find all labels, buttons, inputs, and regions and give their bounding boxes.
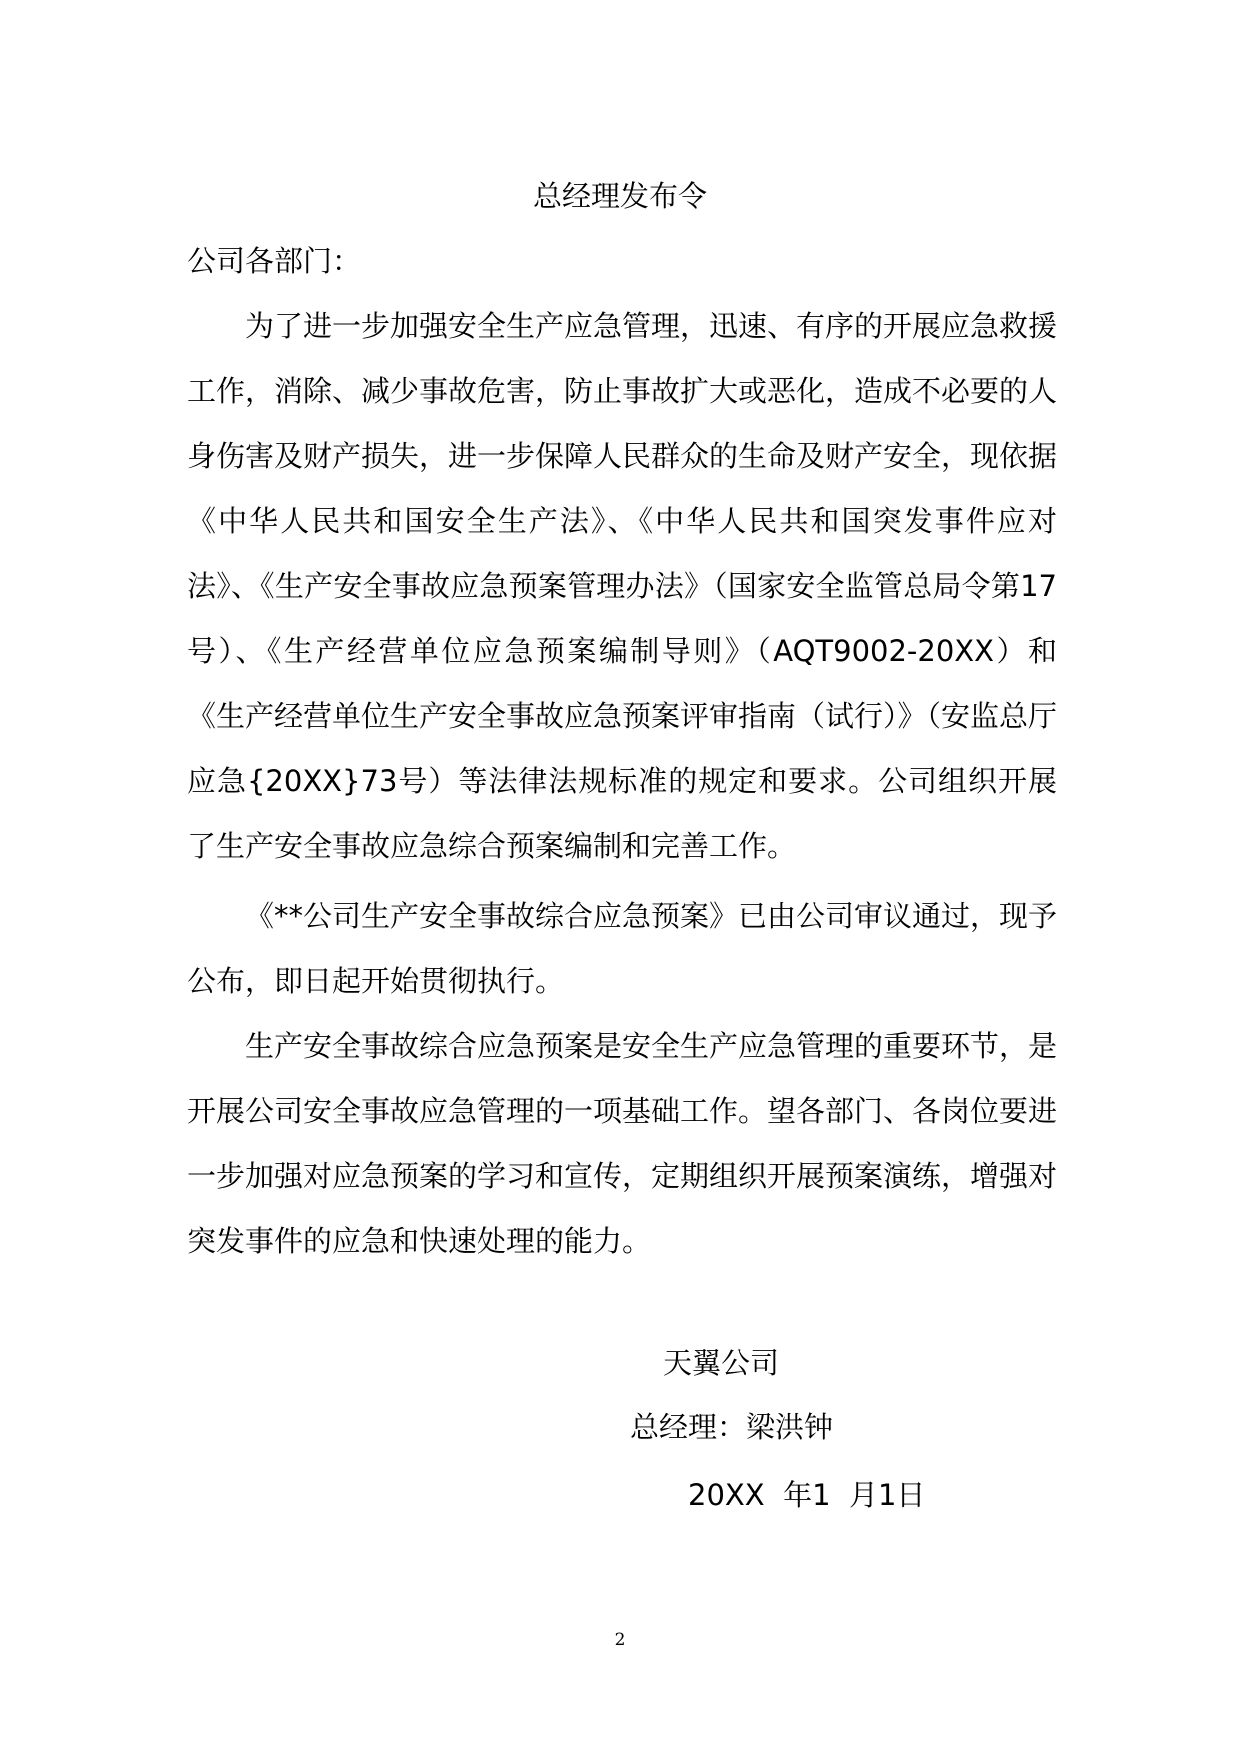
paragraph-1: 为了进一步加强安全生产应急管理，迅速、有序的开展应急救援工作，消除、减少事故危害，防止事故扩大或恶化，造成不必要的人身伤害及财产损失，进一步保障人民群众的生命及财产安全，现依据《中华人民共和国安全生产法》、《中华人民共和国突发事件应对法》、《生产安全事故应急预案管理办法》（国家安全监管总局令第17号）、《生产经营单位应急预案编制导则》（AQT9002-20XX）和《生产经营单位生产安全事故应急预案评审指南（试行）》（安监总厅应急{20XX}73号）等法律法规标准的规定和要求。公司组织开展了生产安全事故应急综合预案编制和完善工作。	[187, 309, 1058, 863]
paragraph-1-block	[187, 294, 1057, 879]
signature-date: 20XX 年1 月1日	[688, 1478, 926, 1512]
document-title: 总经理发布令	[532, 179, 707, 213]
paragraph-3: 生产安全事故综合应急预案是安全生产应急管理的重要环节，是开展公司安全事故应急管理的一项基础工作。望各部门、各岗位要进一步加强对应急预案的学习和宣传，定期组织开展预案演练，增强对突发事件的应急和快速处理的能力。	[187, 1029, 1058, 1258]
paragraph-2: 《**公司生产安全事故综合应急预案》已由公司审议通过，现予公布，即日起开始贯彻执行。	[187, 899, 1058, 998]
signature-manager: 总经理：梁洪钟	[630, 1410, 834, 1444]
paragraph-2-block	[187, 884, 1057, 1014]
salutation: 公司各部门：	[187, 244, 362, 278]
paragraph-3-block	[187, 1014, 1057, 1274]
signature-company: 天翼公司	[663, 1346, 780, 1380]
page-number: 2	[614, 1630, 626, 1650]
